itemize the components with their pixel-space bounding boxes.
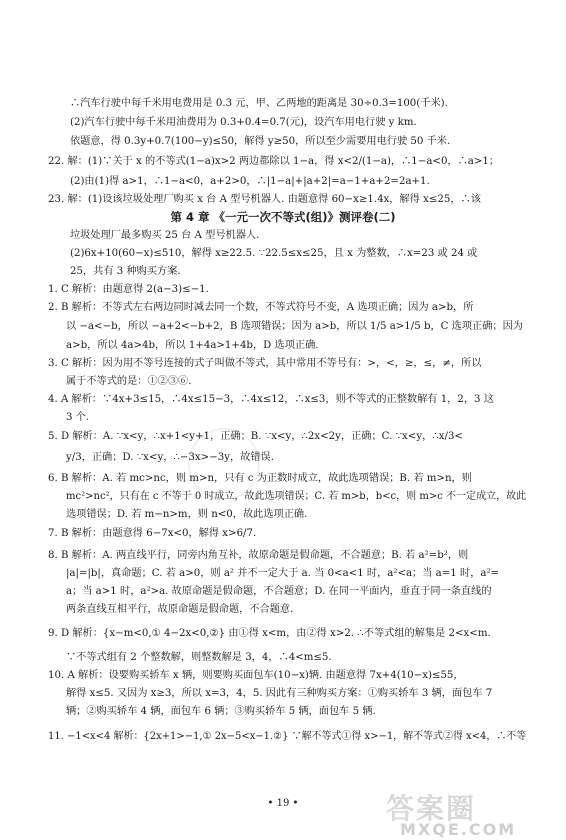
page-number: • 19 • <box>267 798 299 809</box>
text-line: 属于不等式的是：①②③⑥. <box>66 376 192 387</box>
chapter-title: 第 4 章 《一元一次不等式(组)》测评卷(二) <box>170 210 396 224</box>
text-line: 9. D 解析：{x−m<0,① 4−2x<0,②} 由①得 x<m，由②得 x>2. ∴不等式组的解集是 2<x<m. <box>48 628 491 639</box>
watermark-url: MXQE.COM <box>400 820 517 839</box>
text-line: 1. C 解析：由题意得 2(a−3)≤−1. <box>48 284 209 295</box>
watermark-logo: 答案圈 <box>386 792 477 825</box>
text-line: 3. C 解析：因为用不等号连接的式子叫做不等式，其中常用不等号有：>，<，≥，≤，≠，所以 <box>48 358 482 369</box>
text-line: 10. A 解析：设要购买轿车 x 辆，则要购买面包车(10−x)辆. 由题意得 7x+4(10−x)≤55， <box>48 670 464 681</box>
text-line: 11. −1<x<4 解析：{2x+1>−1,① 2x−5<x−1.②} ∵解不等式①得 x>−1，解不等式②得 x<4，∴不等 <box>48 731 527 742</box>
text-line: 依题意，得 0.3y+0.7(100−y)≤50，解得 y≥50，所以至少需要用电行驶 50 千米. <box>70 136 451 147</box>
text-line: y/3，正确；D. ∵x<y，∴−3x>−3y，故错误. <box>66 452 274 463</box>
text-line: 7. B 解析：由题意得 6−7x<0，解得 x>6/7. <box>48 528 257 539</box>
text-line: |a|=|b|，真命题；C. 若 a>0，则 a² 并不一定大于 a. 当 0<a<1 时，a²<a；当 a=1 时，a²= <box>66 568 500 579</box>
text-line: (2)6x+10(60−x)≤510，解得 x≥22.5. ∵22.5≤x≤25，且 x 为整数，∴x=23 或 24 或 <box>70 248 478 259</box>
text-line: ∵不等式组有 2 个整数解，则整数解是 3，4，∴4<m≤5. <box>66 652 332 663</box>
text-line: 23. 解：(1)设该垃圾处理厂购买 x 台 A 型号机器人. 由题意得 60−x≥1.4x，解得 x≤25，∴该 <box>48 194 481 205</box>
text-line: (2)由(1)得 a>1，∴1−a<0，a+2>0，∴|1−a|+|a+2|=a−1+a+2=2a+1. <box>70 176 430 187</box>
text-line: 22. 解：(1)∵关于 x 的不等式(1−a)x>2 两边都除以 1−a，得 x<2/(1−a)，∴1−a<0，∴a>1； <box>48 156 500 167</box>
text-line: 5. D 解析：A. ∵x<y，∴x+1<y+1，正确；B. ∵x<y，∴2x<2y，正确；C. ∵x<y，∴x/3< <box>48 431 463 442</box>
text-line: a；当 a>1 时，a²>a. 故原命题是假命题，不合题意；D. 在同一平面内，垂直于同一条直线的 <box>66 586 492 597</box>
text-line: (2)汽车行驶中每千米用油费用为 0.3+0.4=0.7(元)，设汽车用电行驶 y km. <box>70 117 417 128</box>
text-line: 25，共有 3 种购买方案. <box>70 266 181 277</box>
text-line: 2. B 解析：不等式左右两边同时减去同一个数，不等式符号不变，A 选项正确；因为 a>b，所 <box>48 302 474 313</box>
text-line: 以 −a<−b，所以 −a+2<−b+2，B 选项错误；因为 a>b，所以 1/5 a>1/5 b，C 选项正确；因为 <box>66 321 523 332</box>
text-line: 选项错误；D. 若 m−n>m，则 n<0，故此选项正确. <box>66 509 308 520</box>
text-line: 4. A 解析：∵4x+3≤15，∴4x≤15−3，∴4x≤12，∴x≤3，则不等式的正整数解有 1，2，3 这 <box>48 394 494 405</box>
text-line: 垃圾处理厂最多购买 25 台 A 型号机器人. <box>70 230 260 241</box>
text-line: a>b，所以 4a>4b，所以 1+4a>1+4b，D 选项正确. <box>66 340 319 351</box>
text-line: mc²>nc²，只有在 c 不等于 0 时成立，故此选项错误；C. 若 m>b，b<c，则 m>c 不一定成立，故此 <box>66 491 527 502</box>
text-line: 3 个. <box>66 412 90 423</box>
text-line: 两条直线互相平行，故原命题是假命题，不合题意. <box>66 604 294 615</box>
text-line: 辆；②购买轿车 4 辆，面包车 6 辆；③购买轿车 5 辆，面包车 5 辆. <box>66 706 376 717</box>
text-line: 8. B 解析：A. 两直线平行，同旁内角互补，故原命题是假命题，不合题意；B. 若 a²=b²，则 <box>48 550 469 561</box>
text-line: 6. B 解析：A. 若 mc>nc，则 m>n，只有 c 为正数时成立，故此选项错误；B. 若 m>n，则 <box>48 473 472 484</box>
text-line: 解得 x≤5. 又因为 x≥3，所以 x=3，4，5. 因此有三种购买方案：①购买轿车 3 辆，面包车 7 <box>66 688 493 699</box>
text-line: ∴汽车行驶中每千米用电费用是 0.3 元，甲、乙两地的距离是 30÷0.3=100(千米). <box>70 98 448 109</box>
